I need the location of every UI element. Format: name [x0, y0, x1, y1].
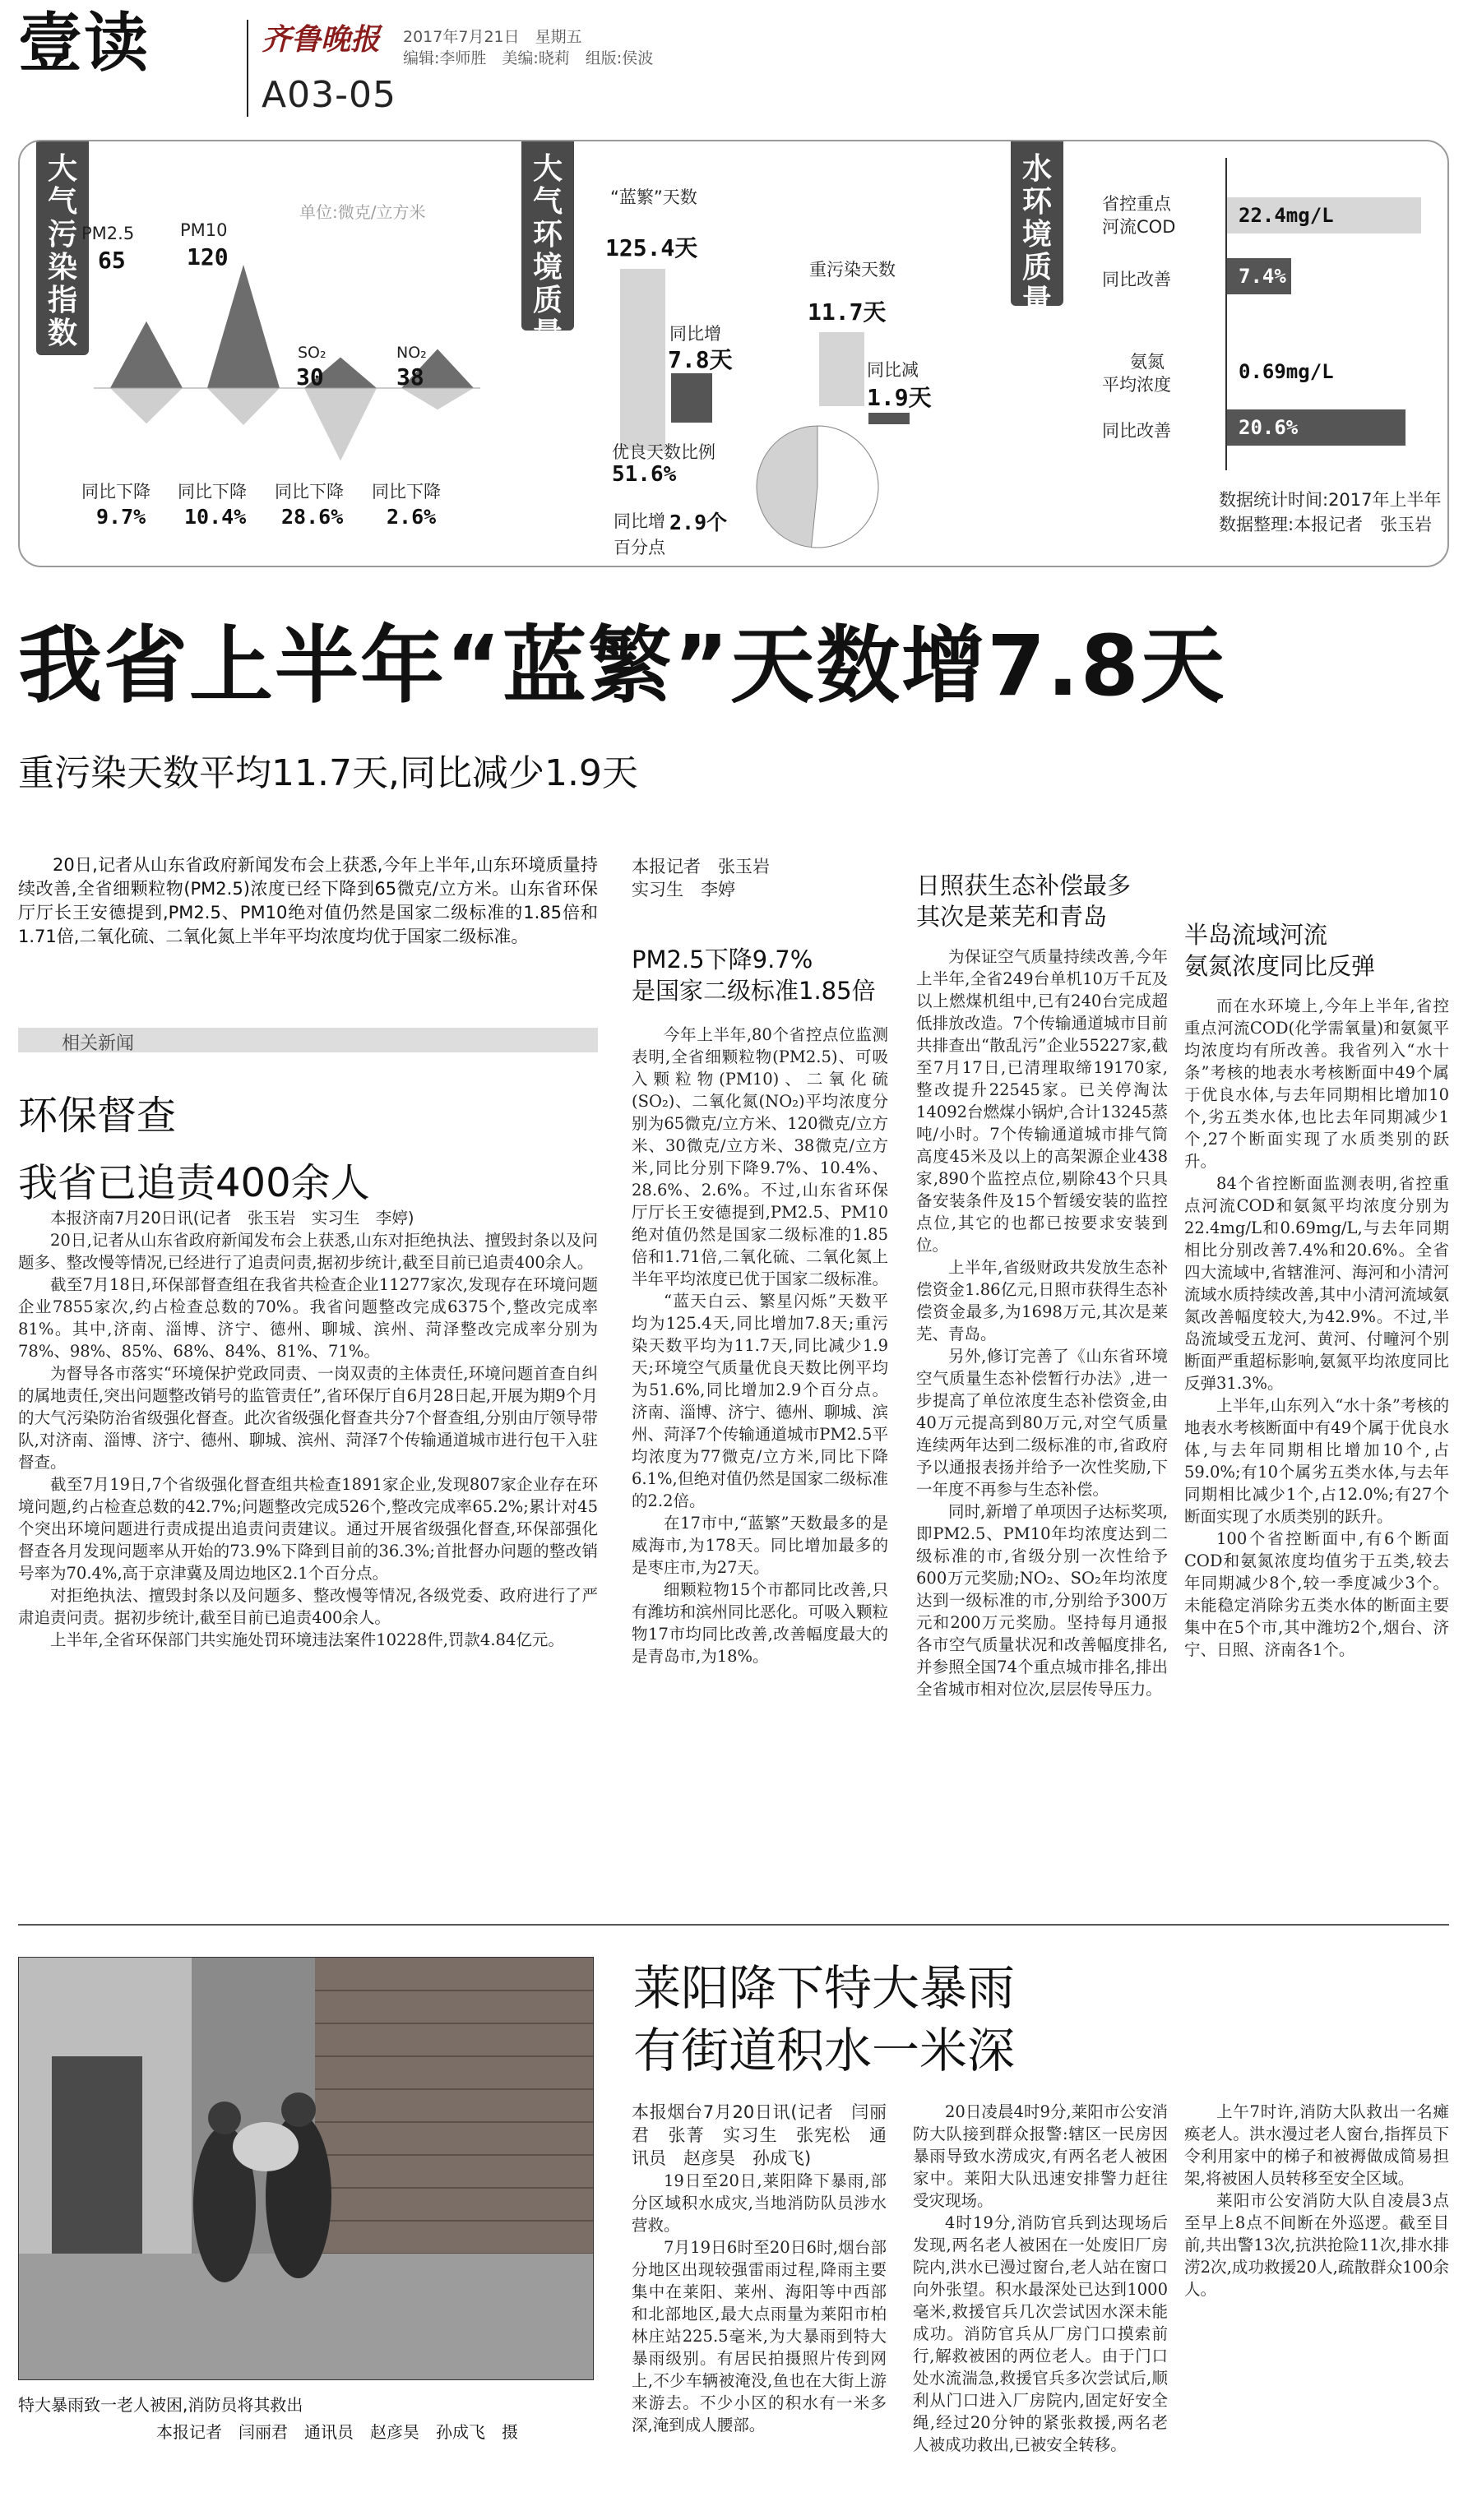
flood-rescue-photo — [18, 1957, 594, 2380]
heavy-days-value: 11.7天 — [808, 298, 887, 326]
related-paragraph: 截至7月18日,环保部督查组在我省共检查企业11277家次,发现存在环境问题企业7855家次,约占检查总数的70%。我省问题整改完成6375个,整改完成率81%。其中,济南、淄博、济宁、德州、聊城、滨州、菏泽整改完成率分别为78%、98%、85%、68%、84%、81%、71%。 — [18, 1275, 598, 1361]
main-paragraph: 另外,修订完善了《山东省环境空气质量生态补偿暂行办法》,进一步提高了单位浓度生态补偿资金,由40万元提高到80万元,对空气质量连续两年达到二级标准的市,省政府予以通报表扬并给予一次性奖励,下一年度不再参与生态补偿。 — [916, 1347, 1168, 1499]
related-news-label: 相关新闻 — [62, 1033, 135, 1054]
blue-increase-label: 同比增 — [669, 324, 721, 344]
water-quality-tab — [1011, 141, 1063, 317]
blue-increase-value: 7.8天 — [668, 346, 733, 373]
main-paragraph: 84个省控断面监测表明,省控重点河流COD和氨氮平均浓度分别为22.4mg/L和0.69mg/L,与去年同期相比分别改善7.4%和20.6%。全省四大流域中,省辖淮河、海河和小清河流域水质持续改善,其中小清河流域氨氮改善幅度较大,为42.9%。不过,半岛流域受五龙河、黄河、付疃河个别断面严重超标影响,氨氮平均浓度同比反弹31.3%。 — [1184, 1174, 1449, 1393]
pm10-value: 120 — [187, 243, 229, 270]
main-headline: 我省上半年“蓝繁”天数增7.8天 — [18, 617, 1226, 715]
good-increase-unit: 百分点 — [614, 538, 665, 557]
story2-paragraph: 19日至20日,莱阳降下暴雨,部分区域积水成灾,当地消防队员涉水营救。 — [632, 2171, 887, 2235]
ammonia-improve-bar — [1227, 409, 1405, 446]
cod-value: 22.4mg/L — [1239, 204, 1334, 227]
ammonia-label-1: 氨氮 — [1130, 352, 1165, 372]
main-paragraph: 今年上半年,80个省控点位监测表明,全省细颗粒物(PM2.5)、可吸入颗粒物(PM10)、二氧化硫(SO₂)、二氧化氮(NO₂)平均浓度分别为65微克/立方米、120微克/立方米、30微克/立方米、38微克/立方米,同比分别下降9.7%、10.4%、28.6%、2.6%。不过,山东省环保厅厅长王安德提到,PM2.5、PM10绝对值仍然是国家二级标准的1.85倍和1.71倍,二氧化硫、二氧化氮上半年平均浓度已优于国家二级标准。 — [632, 1025, 888, 1288]
air-quality-tab-label: 大气环境质量 — [532, 152, 563, 350]
blue-increase-bar — [671, 373, 712, 423]
story2-paragraph: 7月19日6时至20日6时,烟台部分地区出现较强雷雨过程,降雨主要集中在莱阳、莱州、海阳等中西部和北部地区,最大点雨量为莱阳市柏林庄站225.5毫米,为大暴雨到特大暴雨级别。有居民拍摄照片传到网上,不少车辆被淹没,鱼也在大街上游来游去。不少小区的积水有一米多深,淹到成人腰部。 — [632, 2238, 887, 2434]
pm10-change: 10.4% — [184, 505, 247, 529]
water-quality-tab-label: 水环境质量 — [1021, 152, 1052, 317]
air-index-tab-label: 大气污染指数 — [47, 152, 77, 350]
pm25-value: 65 — [98, 247, 126, 274]
environment-infographic — [18, 140, 1449, 567]
related-headline-1: 环保督查 — [18, 1093, 177, 1139]
cod-bar — [1227, 197, 1421, 234]
page-number: A03-05 — [262, 74, 396, 116]
main-byline: 本报记者 张玉岩 实习生 李婷 — [632, 857, 770, 899]
main-paragraph: 在17市中,“蓝繁”天数最多的是威海市,为178天。同比增加最多的是枣庄市,为27天。 — [632, 1514, 888, 1577]
story2-column-1 — [632, 2101, 887, 2495]
related-paragraph: 对拒绝执法、擅毁封条以及问题多、整改慢等情况,各级党委、政府进行了严肃追责问责。据初步统计,截至目前已追责400余人。 — [18, 1586, 598, 1627]
stat-time: 数据统计时间:2017年上半年 — [1219, 490, 1442, 510]
main-paragraph: 上半年,省级财政共发放生态补偿资金1.86亿元,日照市获得生态补偿资金最多,为1698万元,其次是莱芜、青岛。 — [916, 1258, 1168, 1343]
main-paragraph: “蓝天白云、繁星闪烁”天数平均为125.4天,同比增加7.8天;重污染天数平均为11.7天,同比减少1.9天;环境空气质量优良天数比例平均为51.6%,同比增加2.9个百分点。济南、淄博、济宁、德州、聊城、滨州、菏泽7个传输通道城市PM2.5平均浓度为77微克/立方米,同比下降6.1%,但绝对值仍然是国家二级标准的2.2倍。 — [632, 1292, 888, 1510]
good-ratio-label: 优良天数比例 — [612, 442, 715, 462]
heavy-decrease-label: 同比减 — [867, 360, 919, 380]
blue-days-bar — [620, 269, 665, 450]
no2-change: 2.6% — [387, 505, 437, 529]
related-byline: 本报济南7月20日讯(记者 张玉岩 实习生 李婷) — [50, 1209, 414, 1228]
no2-value: 38 — [396, 363, 424, 391]
story2-byline: 本报烟台7月20日讯(记者 闫丽君 张菁 实习生 张宪松 通讯员 赵彦昊 孙成飞) — [632, 2102, 887, 2168]
air-decline-triangle — [401, 388, 474, 409]
good-increase-value: 2.9个 — [669, 511, 728, 534]
air-value-triangle — [207, 265, 280, 388]
related-headline-2: 我省已追责400余人 — [18, 1160, 370, 1206]
air-decline-triangle — [304, 388, 377, 461]
main-column-2 — [916, 946, 1168, 1895]
editor-credits: 编辑:李师胜 美编:晓莉 组版:侯波 — [403, 49, 654, 67]
paper-logo: 齐鲁晚报 — [262, 22, 381, 57]
ammonia-label-2: 平均浓度 — [1102, 375, 1171, 395]
sub-headline: 重污染天数平均11.7天,同比减少1.9天 — [18, 752, 638, 794]
air-decline-triangle — [110, 388, 183, 423]
cod-improve-value: 7.4% — [1239, 265, 1286, 288]
good-ratio-value: 51.6% — [612, 462, 677, 487]
photo-illustration — [19, 1958, 594, 2380]
heavy-days-bar — [819, 332, 864, 406]
ammonia-improve-label: 同比改善 — [1102, 421, 1171, 441]
photo-credit: 本报记者 闫丽君 通讯员 赵彦昊 孙成飞 摄 — [156, 2422, 518, 2442]
no2-label: NO₂ — [396, 344, 427, 362]
story2-paragraph: 上午7时许,消防大队救出一名瘫痪老人。洪水漫过老人窗台,指挥员下令利用家中的梯子和被褥做成简易担架,将被困人员转移至安全区域。 — [1184, 2102, 1449, 2188]
section-divider — [18, 1924, 1449, 1926]
air-value-triangle — [110, 321, 183, 388]
story2-headline — [633, 1957, 1015, 2082]
cod-improve-label: 同比改善 — [1102, 270, 1171, 289]
main-column-1 — [632, 1024, 888, 1895]
story2-paragraph: 4时19分,消防官兵到达现场后发现,两名老人被困在一处废旧厂房院内,洪水已漫过窗台,老人站在窗口向外张望。积水最深处已达到1000毫米,救援官兵几次尝试因水深未能成功。消防官兵从厂房门口摸索前行,解救被困的两位老人。由于门口处水流湍急,救援官兵多次尝试后,顺利从门口进入厂房院内,固定好安全绳,经过20分钟的紧张救援,两名老人被成功救出,已被安全转移。 — [913, 2213, 1168, 2454]
ammonia-improve-value: 20.6% — [1239, 416, 1299, 439]
related-paragraph: 20日,记者从山东省政府新闻发布会上获悉,山东对拒绝执法、擅毁封条以及问题多、整改慢等情况,已经进行了追责问责,据初步统计,截至目前已追责400余人。 — [18, 1231, 598, 1272]
data-compiler: 数据整理:本报记者 张玉岩 — [1219, 515, 1433, 534]
so2-label: SO₂ — [298, 344, 326, 362]
cod-improve-bar — [1227, 258, 1291, 294]
story2-column-3 — [1184, 2101, 1449, 2495]
masthead-divider — [247, 20, 248, 117]
section-brand: 壹读 — [18, 7, 151, 81]
lead-paragraph: 20日,记者从山东省政府新闻发布会上获悉,今年上半年,山东环境质量持续改善,全省细颗粒物(PM2.5)浓度已经下降到65微克/立方米。山东省环保厅厅长王安德提到,PM2.5、PM10绝对值仍然是国家二级标准的1.85倍和1.71倍,二氧化硫、二氧化氮上半年平均浓度均优于国家二级标准。 — [18, 855, 598, 946]
no2-change-label: 同比下降 — [372, 482, 441, 502]
pm10-change-label: 同比下降 — [178, 482, 247, 502]
related-paragraph: 上半年,全省环保部门共实施处罚环境违法案件10228件,罚款4.84亿元。 — [50, 1630, 564, 1649]
pm10-label: PM10 — [180, 220, 228, 240]
air-index-tab — [36, 141, 89, 355]
section-heading-pm25: PM2.5下降9.7% 是国家二级标准1.85倍 — [632, 946, 876, 1005]
related-paragraph: 截至7月19日,7个省级强化督查组共检查1891家企业,发现807家企业存在环境问题,约占检查总数的42.7%;问题整改完成526个,整改完成率65.2%;累计对45个突出环境问题进行责成提出追责问责建议。通过开展省级强化督查,环保部强化督查各月发现问题率从开始的73.9%下降到目前的36.3%;首批督办问题的整改销号率为70.4%,高于京津冀及周边地区2.1个百分点。 — [18, 1475, 598, 1583]
heavy-decrease-value: 1.9天 — [867, 384, 932, 411]
cod-label-2: 河流COD — [1102, 217, 1176, 237]
good-increase-label: 同比增 — [614, 511, 665, 531]
main-paragraph: 同时,新增了单项因子达标奖项,即PM2.5、PM10年均浓度达到二级标准的市,省级分别一次性给予600万元奖励;NO₂、SO₂年均浓度达到一级标准的市,分别给予300万元和200万元奖励。坚持每月通报各市空气质量状况和改善幅度排名,并参照全国74个重点城市排名,排出全省城市相对位次,层层传导压力。 — [916, 1502, 1168, 1699]
so2-change-label: 同比下降 — [275, 482, 344, 502]
main-paragraph: 细颗粒物15个市都同比改善,只有潍坊和滨州同比恶化。可吸入颗粒物17市均同比改善,改善幅度最大的是青岛市,为18%。 — [632, 1580, 888, 1666]
story2-paragraph: 20日凌晨4时9分,莱阳市公安消防大队接到群众报警:辖区一民房因暴雨导致水涝成灾,有两名老人被困家中。莱阳大队迅速安排警力赶往受灾现场。 — [913, 2102, 1168, 2210]
ammonia-value: 0.69mg/L — [1239, 360, 1334, 383]
photo-caption: 特大暴雨致一老人被困,消防员将其救出 — [18, 2395, 303, 2415]
story2-column-2 — [913, 2101, 1168, 2495]
heavy-days-label: 重污染天数 — [809, 260, 896, 280]
issue-date: 2017年7月21日 星期五 — [403, 28, 582, 46]
pm25-label: PM2.5 — [81, 224, 135, 243]
main-column-3 — [1184, 995, 1449, 1895]
air-decline-triangle — [207, 388, 280, 425]
blue-days-value: 125.4天 — [605, 234, 698, 261]
pm25-change: 9.7% — [96, 505, 146, 529]
so2-value: 30 — [296, 363, 324, 391]
main-paragraph: 100个省控断面中,有6个断面COD和氨氮浓度均值劣于五类,较去年同期减少8个,较一季度减少3个。未能稳定消除劣五类水体的断面主要集中在5个市,其中潍坊2个,烟台、济宁、日照、济南各1个。 — [1184, 1529, 1449, 1659]
related-paragraph: 为督导各市落实“环境保护党政同责、一岗双责的主体责任,环境问题首查自纠的属地责任,突出问题整改销号的监管责任”,省环保厅自6月28日起,开展为期9个月的大气污染防治省级强化督查。此次省级强化督查共分7个督查组,分别由厅领导带队,对济南、淄博、济宁、德州、聊城、滨州、菏泽7个传输通道城市进行包干入驻督查。 — [18, 1364, 598, 1472]
unit-label: 单位:微克/立方米 — [299, 202, 426, 222]
ammonia-bar — [1227, 354, 1421, 390]
section-heading-compensation: 日照获生态补偿最多 其次是莱芜和青岛 — [916, 872, 1132, 931]
cod-label-1: 省控重点 — [1102, 194, 1171, 214]
story2-paragraph: 莱阳市公安消防大队自凌晨3点至早上8点不间断在外巡逻。截至目前,共出警13次,抗洪抢险11次,排水排涝2次,成功救援20人,疏散群众100余人。 — [1184, 2191, 1449, 2299]
blue-days-label: “蓝繁”天数 — [610, 187, 697, 207]
main-paragraph: 上半年,山东列入“水十条”考核的地表水考核断面中有49个属于优良水体,与去年同期相比增加10个,占59.0%;有10个属劣五类水体,与去年同期相比减少1个,占12.0%;有27个断面实现了水质类别的跃升。 — [1184, 1396, 1449, 1526]
related-article-body — [18, 1207, 598, 1848]
story2-headline-line2: 有街道积水一米深 — [633, 2023, 1016, 2078]
good-ratio-pie — [752, 421, 883, 553]
story2-headline-line1: 莱阳降下特大暴雨 — [633, 1960, 1016, 2016]
pm25-change-label: 同比下降 — [81, 482, 151, 502]
air-quality-tab — [521, 141, 574, 350]
air-index-chart — [94, 215, 489, 487]
so2-change: 28.6% — [281, 505, 344, 529]
main-paragraph: 为保证空气质量持续改善,今年上半年,全省249台单机10万千瓦及以上燃煤机组中,已有240台完成超低排放改造。7个传输通道城市目前共排查出“散乱污”企业55227家,截至7月17日,已清理取缔19170家,整改提升22545家。已关停淘汰14092台燃煤小锅炉,合计13245蒸吨/小时。7个传输通道城市排气筒高度45米及以上的高架源企业438家,890个监控点位,剔除43个只具备安装条件及15个暂缓安装的监控点位,其它的也都已按要求安装到位。 — [916, 947, 1168, 1255]
section-heading-water: 半岛流域河流 氨氮浓度同比反弹 — [1184, 921, 1376, 980]
pie-good-slice — [812, 426, 878, 548]
main-paragraph: 而在水环境上,今年上半年,省控重点河流COD(化学需氧量)和氨氮平均浓度均有所改善。我省列入“水十条”考核的地表水考核断面中49个属于优良水体,与去年同期相比增加10个,劣五类水体,也比去年同期减少1个,27个断面实现了水质类别的跃升。 — [1184, 996, 1449, 1171]
